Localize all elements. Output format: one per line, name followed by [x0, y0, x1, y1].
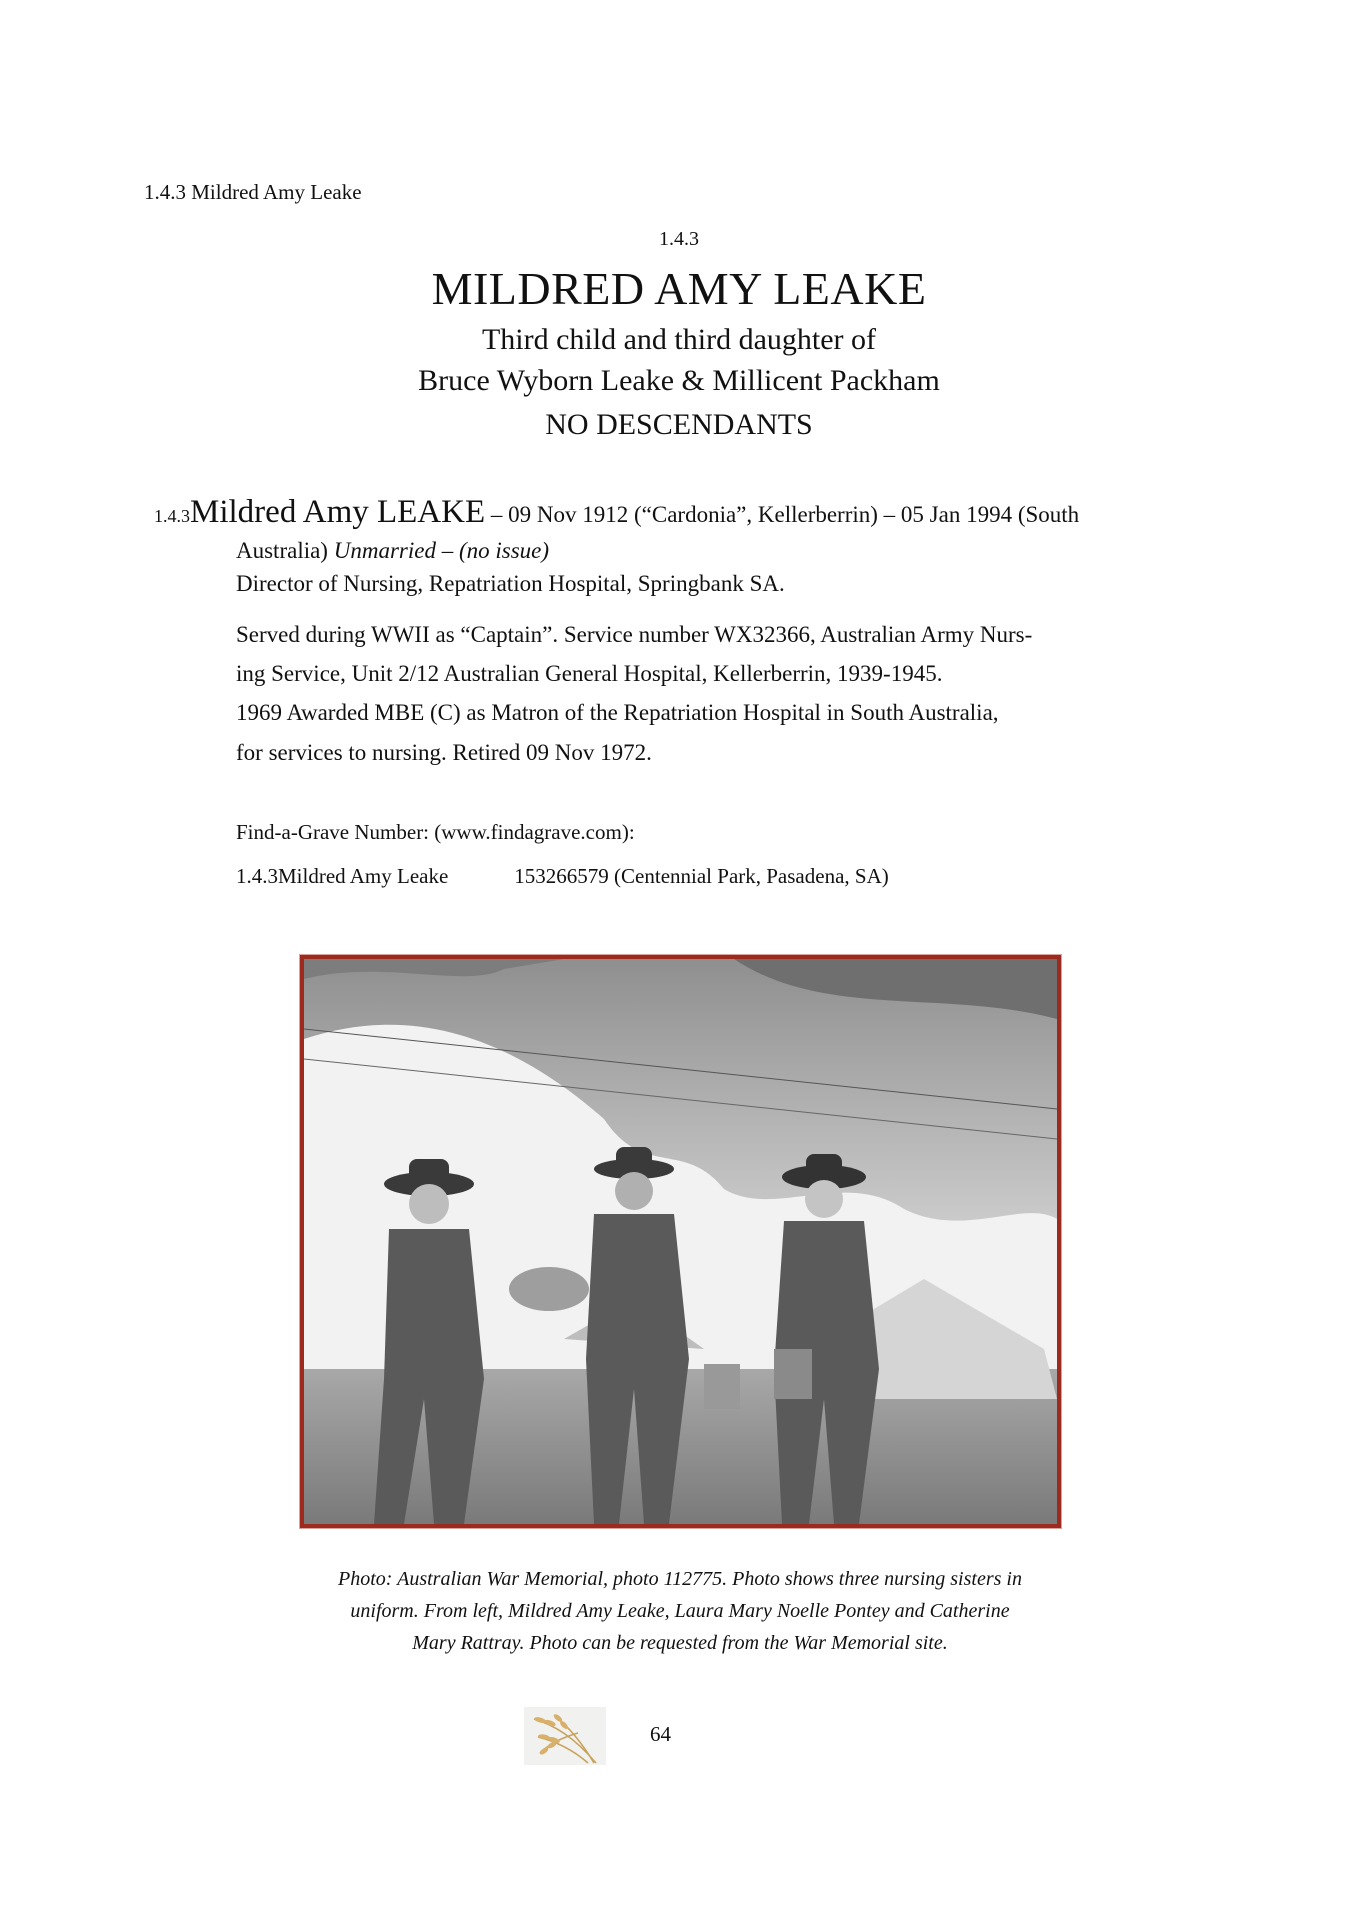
findagrave-record: [236, 864, 889, 889]
entry-service-line-1: Served during WWII as “Captain”. Service number WX32366, Australian Army Nurs-: [236, 622, 1033, 647]
photo-nursing-sisters: [300, 955, 1061, 1528]
findagrave-label: Find-a-Grave Number: (www.findagrave.com):: [236, 820, 635, 844]
entry-award-line-1: 1969 Awarded MBE (C) as Matron of the Repatriation Hospital in South Australia,: [236, 700, 999, 725]
page-number: 64: [650, 1722, 671, 1746]
caption-line-3: Mary Rattray. Photo can be requested from the War Memorial site.: [412, 1632, 948, 1654]
entry-dates: – 09 Nov 1912 (“Cardonia”, Kellerberrin) – 05 Jan 1994 (South: [485, 502, 1080, 527]
photo-caption: [250, 1563, 1110, 1659]
subtitle-line-1: Third child and third daughter of: [481, 323, 877, 356]
findagrave-name: Mildred Amy Leake: [278, 864, 449, 888]
section-number: 1.4.3: [659, 228, 699, 250]
caption-line-2: uniform. From left, Mildred Amy Leake, Laura Mary Noelle Pontey and Catherine: [350, 1600, 1010, 1622]
caption-line-1: Photo: Australian War Memorial, photo 112775. Photo shows three nursing sisters in: [338, 1568, 1022, 1590]
entry-heading: [154, 494, 1079, 531]
wheat-icon: [524, 1707, 606, 1765]
findagrave-number: 1.4.3: [236, 864, 278, 888]
entry-dates-continued: [236, 538, 549, 564]
entry-marital-status: Unmarried – (no issue): [333, 538, 550, 563]
running-header: 1.4.3 Mildred Amy Leake: [144, 180, 362, 204]
subtitle-line-2: Bruce Wyborn Leake & Millicent Packham: [418, 364, 940, 397]
entry-award-line-2: for services to nursing. Retired 09 Nov 1972.: [236, 740, 652, 765]
photo-image: [304, 959, 1057, 1524]
page-title: MILDRED AMY LEAKE: [431, 263, 927, 314]
entry-name: Mildred Amy LEAKE: [190, 494, 486, 530]
subtitle-line-3: NO DESCENDANTS: [545, 408, 813, 441]
entry-service-line-2: ing Service, Unit 2/12 Australian General Hospital, Kellerberrin, 1939-1945.: [236, 661, 943, 686]
entry-dates-cont: Australia): [236, 538, 334, 563]
entry-occupation: Director of Nursing, Repatriation Hospital, Springbank SA.: [236, 571, 785, 596]
entry-number: 1.4.3: [154, 506, 190, 526]
findagrave-id: 153266579 (Centennial Park, Pasadena, SA): [514, 864, 889, 888]
